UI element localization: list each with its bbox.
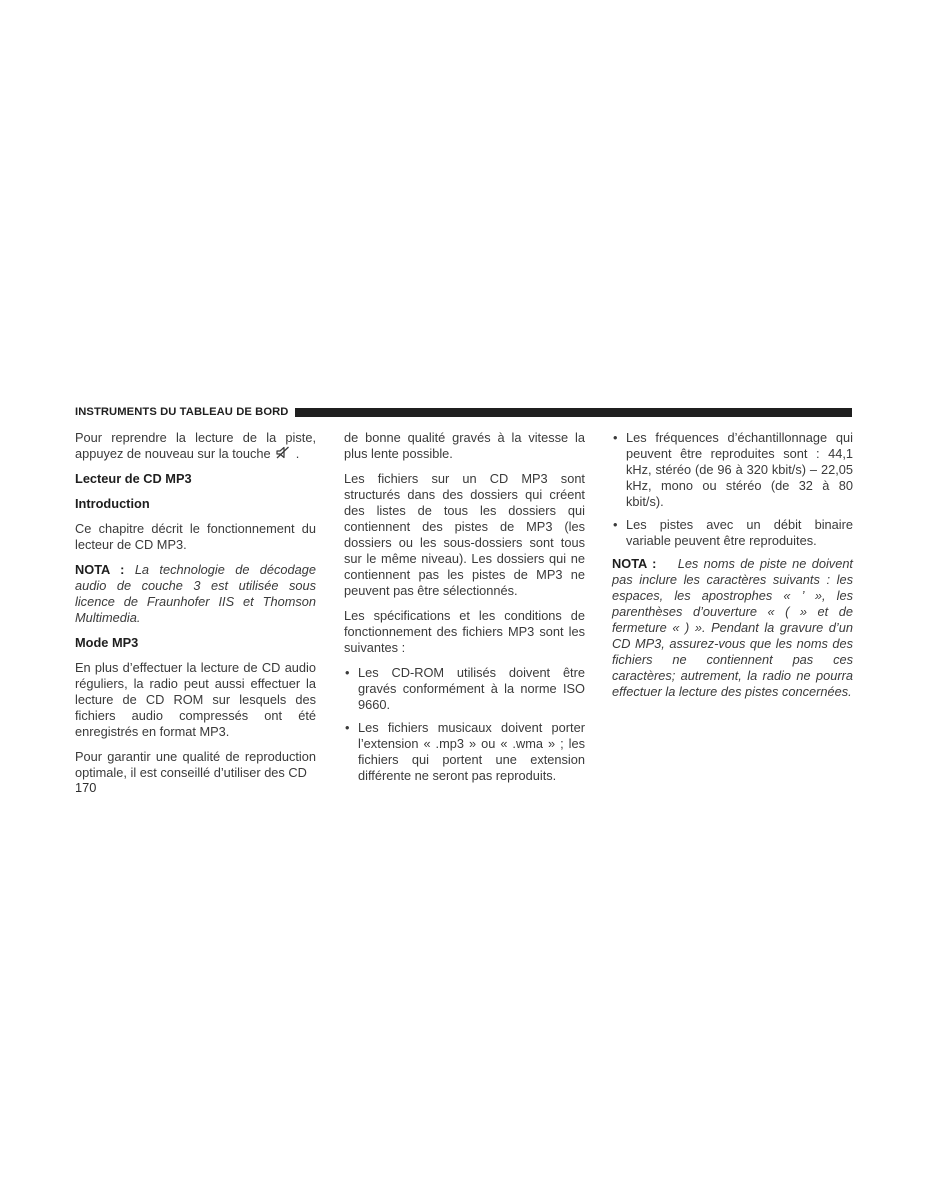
- column-2: [344, 430, 585, 791]
- heading-introduction: Introduction: [75, 496, 150, 511]
- nota-noms-piste: NOTA : Les noms de piste ne doivent pas inclure les caractères suivants : les espaces, les apostrophes « ’ », les parenthèses d’ouverture « ( » et de fermeture « ) ». Pendant la gravure d’un CD MP3, assurez-vous que les noms des fichiers ne contiennent pas ces caractères; autrement, la radio ne pourra effectuer la lecture des pistes concernées.: [612, 556, 853, 699]
- bullet-icon: •: [345, 720, 350, 735]
- running-header: [75, 405, 852, 419]
- paragraph-mode: En plus d’effectuer la lecture de CD audio réguliers, la radio peut aussi effectuer la lecture de CD ROM sur lesquels des fichiers audio compressés ont été enregistrés en format MP3.: [75, 660, 316, 739]
- bullet-icon: •: [613, 430, 618, 445]
- heading-mode-mp3: Mode MP3: [75, 635, 139, 650]
- header-rule: [295, 408, 853, 417]
- list-item: • Les fichiers musicaux doivent porter l’extension « .mp3 » ou « .wma » ; les fichiers qui portent une extension différente ne seront pas reproduits.: [345, 720, 585, 783]
- section-title: INSTRUMENTS DU TABLEAU DE BORD: [75, 406, 289, 418]
- column-1: [75, 430, 316, 790]
- spec-list-continued: [612, 430, 853, 549]
- paragraph-fichiers: Les fichiers sur un CD MP3 sont structurés dans des dossiers qui créent des listes de tous les dossiers qui contiennent des pistes de MP3 (les dossiers ou les sous-dossiers sont tous sur le même niveau). Les dossiers qui ne contiennent pas les pistes de MP3 ne peuvent pas être sélectionnés.: [344, 471, 585, 598]
- paragraph-continuation: de bonne qualité gravés à la vitesse la plus lente possible.: [344, 430, 585, 461]
- column-3: [612, 430, 853, 709]
- bullet-icon: •: [345, 665, 350, 680]
- paragraph-specifications: Les spécifications et les conditions de fonctionnement des fichiers MP3 sont les suivantes :: [344, 608, 585, 655]
- nota-licence: NOTA : La technologie de décodage audio de couche 3 est utilisée sous licence de Fraunhofer IIS et Thomson Multimedia.: [75, 562, 317, 625]
- paragraph-resume: Pour reprendre la lecture de la piste, appuyez de nouveau sur la touche .: [75, 430, 316, 461]
- mute-speaker-icon: [276, 446, 290, 459]
- heading-lecteur-cd-mp3: Lecteur de CD MP3: [75, 471, 192, 486]
- paragraph-qualite: Pour garantir une qualité de reproduction optimale, il est conseillé d’utiliser des CD: [75, 749, 316, 780]
- paragraph-intro: Ce chapitre décrit le fonctionnement du lecteur de CD MP3.: [75, 521, 316, 552]
- spec-list: [344, 665, 585, 784]
- list-item: • Les fréquences d’échantillonnage qui peuvent être reproduites sont : 44,1 kHz, stéréo (de 96 à 320 kbit/s) – 22,05 kHz, mono ou stéréo (de 32 à 80 kbit/s).: [613, 430, 853, 509]
- list-item: • Les CD-ROM utilisés doivent être gravés conformément à la norme ISO 9660.: [345, 665, 585, 712]
- page-number: 170: [75, 780, 97, 795]
- bullet-icon: •: [613, 517, 618, 532]
- list-item: • Les pistes avec un débit binaire variable peuvent être reproduites.: [613, 517, 853, 548]
